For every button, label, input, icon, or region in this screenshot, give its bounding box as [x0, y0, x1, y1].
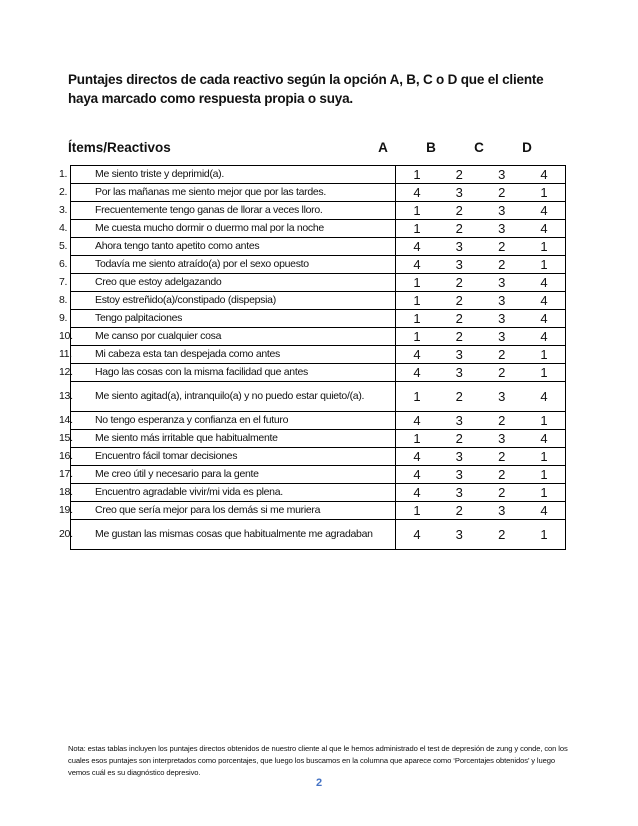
- item-text: Me canso por cualquier cosa: [95, 330, 222, 343]
- score-d: 1: [523, 520, 566, 550]
- item-text: Tengo palpitaciones: [95, 312, 183, 325]
- item-number: 7.: [59, 276, 68, 289]
- score-b: 3: [438, 412, 481, 430]
- item-cell: [59, 520, 396, 550]
- item-number: 19.: [59, 504, 73, 517]
- score-a: 1: [396, 292, 439, 310]
- item-cell: [59, 238, 396, 256]
- item-text: Encuentro fácil tomar decisiones: [95, 450, 238, 463]
- table-row: [71, 484, 566, 502]
- item-cell: [59, 202, 396, 220]
- item-cell: [59, 184, 396, 202]
- score-b: 3: [438, 364, 481, 382]
- item-text: Me gustan las mismas cosas que habitualmente me agradaban: [95, 528, 373, 541]
- item-cell: [59, 274, 396, 292]
- score-a: 4: [396, 466, 439, 484]
- score-b: 2: [438, 382, 481, 412]
- score-a: 4: [396, 256, 439, 274]
- item-cell: [59, 430, 396, 448]
- score-a: 4: [396, 520, 439, 550]
- item-text: Todavía me siento atraído(a) por el sexo opuesto: [95, 258, 309, 271]
- score-a: 4: [396, 184, 439, 202]
- table-row: [71, 430, 566, 448]
- item-number: 2.: [59, 186, 68, 199]
- score-a: 1: [396, 166, 439, 184]
- table-row: [71, 292, 566, 310]
- score-c: 3: [481, 220, 524, 238]
- item-number: 11.: [59, 348, 72, 361]
- item-text: Creo que estoy adelgazando: [95, 276, 222, 289]
- item-cell: [59, 346, 396, 364]
- score-c: 2: [481, 238, 524, 256]
- score-b: 3: [438, 256, 481, 274]
- score-d: 1: [523, 466, 566, 484]
- item-text: Por las mañanas me siento mejor que por las tardes.: [95, 186, 326, 199]
- score-c: 3: [481, 166, 524, 184]
- score-d: 1: [523, 256, 566, 274]
- score-a: 4: [396, 238, 439, 256]
- score-d: 4: [523, 430, 566, 448]
- score-b: 3: [438, 346, 481, 364]
- table-row: [71, 256, 566, 274]
- item-number: 20.: [59, 528, 73, 541]
- table-row: [71, 364, 566, 382]
- score-d: 1: [523, 238, 566, 256]
- footnote: Nota: estas tablas incluyen los puntajes directos obtenidos de nuestro cliente al que le hemos administrado el test de depresión de zung y conde, con los cuales esos puntajes son interpretados como porcentajes, que luego los buscamos en la columna que aparece como ‘Porcentajes obtenidos’ y luego vemos cuál es su diagnóstico depresivo.: [68, 744, 568, 777]
- item-text: No tengo esperanza y confianza en el futuro: [95, 414, 289, 427]
- item-text: Frecuentemente tengo ganas de llorar a veces lloro.: [95, 204, 323, 217]
- table-row: [71, 346, 566, 364]
- score-c: 3: [481, 328, 524, 346]
- column-header-b: B: [426, 140, 436, 155]
- score-c: 3: [481, 430, 524, 448]
- item-number: 9.: [59, 312, 68, 325]
- score-b: 3: [438, 466, 481, 484]
- score-d: 4: [523, 166, 566, 184]
- item-number: 18.: [59, 486, 73, 499]
- item-text: Ahora tengo tanto apetito como antes: [95, 240, 260, 253]
- table-row: [71, 274, 566, 292]
- score-c: 2: [481, 346, 524, 364]
- score-c: 2: [481, 256, 524, 274]
- item-text: Me siento triste y deprimid(a).: [95, 168, 224, 181]
- score-d: 4: [523, 274, 566, 292]
- score-d: 1: [523, 484, 566, 502]
- item-text: Mi cabeza esta tan despejada como antes: [95, 348, 281, 361]
- item-number: 16.: [59, 450, 73, 463]
- score-a: 4: [396, 346, 439, 364]
- item-number: 14.: [59, 414, 73, 427]
- score-a: 1: [396, 220, 439, 238]
- item-number: 17.: [59, 468, 73, 481]
- score-b: 3: [438, 184, 481, 202]
- item-cell: [59, 220, 396, 238]
- score-c: 3: [481, 292, 524, 310]
- score-c: 3: [481, 202, 524, 220]
- score-d: 4: [523, 310, 566, 328]
- item-cell: [59, 310, 396, 328]
- column-header-d: D: [522, 140, 532, 155]
- score-c: 2: [481, 364, 524, 382]
- score-b: 2: [438, 430, 481, 448]
- table-row: [71, 466, 566, 484]
- page-heading: Puntajes directos de cada reactivo según la opción A, B, C o D que el cliente haya marcado como respuesta propia o suya.: [68, 72, 544, 106]
- item-cell: [59, 448, 396, 466]
- item-number: 6.: [59, 258, 68, 271]
- item-text: Creo que sería mejor para los demás si me muriera: [95, 504, 321, 517]
- item-number: 1.: [59, 168, 68, 181]
- scores-table: [59, 165, 566, 550]
- score-a: 1: [396, 430, 439, 448]
- table-row: [71, 184, 566, 202]
- score-a: 4: [396, 364, 439, 382]
- item-cell: [59, 166, 396, 184]
- score-b: 2: [438, 274, 481, 292]
- score-c: 3: [481, 502, 524, 520]
- item-cell: [59, 292, 396, 310]
- item-number: 12.: [59, 366, 73, 379]
- score-d: 1: [523, 346, 566, 364]
- item-cell: [59, 412, 396, 430]
- score-a: 1: [396, 502, 439, 520]
- score-a: 4: [396, 412, 439, 430]
- score-a: 1: [396, 328, 439, 346]
- item-cell: [59, 382, 396, 412]
- score-d: 1: [523, 448, 566, 466]
- score-a: 4: [396, 484, 439, 502]
- scores-table-body: [59, 166, 566, 550]
- item-number: 5.: [59, 240, 68, 253]
- item-cell: [59, 484, 396, 502]
- column-header-a: A: [378, 140, 388, 155]
- score-d: 1: [523, 412, 566, 430]
- score-a: 1: [396, 274, 439, 292]
- score-d: 4: [523, 502, 566, 520]
- score-c: 3: [481, 310, 524, 328]
- item-text: Hago las cosas con la misma facilidad que antes: [95, 366, 308, 379]
- table-row: [71, 238, 566, 256]
- score-c: 2: [481, 412, 524, 430]
- score-c: 2: [481, 448, 524, 466]
- item-number: 13.: [59, 390, 73, 403]
- table-row: [71, 448, 566, 466]
- item-text: Estoy estreñido(a)/constipado (dispepsia): [95, 294, 276, 307]
- score-d: 4: [523, 382, 566, 412]
- table-row: [71, 520, 566, 550]
- item-cell: [59, 364, 396, 382]
- score-b: 2: [438, 220, 481, 238]
- item-cell: [59, 502, 396, 520]
- score-b: 2: [438, 292, 481, 310]
- score-c: 3: [481, 274, 524, 292]
- score-c: 2: [481, 520, 524, 550]
- table-row: [71, 166, 566, 184]
- score-c: 3: [481, 382, 524, 412]
- score-b: 2: [438, 166, 481, 184]
- item-text: Me cuesta mucho dormir o duermo mal por la noche: [95, 222, 324, 235]
- score-a: 1: [396, 382, 439, 412]
- score-b: 3: [438, 520, 481, 550]
- item-text: Me siento más irritable que habitualmente: [95, 432, 278, 445]
- item-number: 4.: [59, 222, 68, 235]
- table-row: [71, 220, 566, 238]
- score-a: 1: [396, 310, 439, 328]
- score-c: 2: [481, 466, 524, 484]
- score-d: 4: [523, 202, 566, 220]
- table-row: [71, 412, 566, 430]
- score-b: 2: [438, 328, 481, 346]
- column-header-items: Ítems/Reactivos: [68, 140, 171, 155]
- item-cell: [59, 256, 396, 274]
- score-d: 1: [523, 184, 566, 202]
- item-number: 10.: [59, 330, 73, 343]
- score-b: 2: [438, 310, 481, 328]
- item-number: 15.: [59, 432, 73, 445]
- score-c: 2: [481, 484, 524, 502]
- score-c: 2: [481, 184, 524, 202]
- score-b: 3: [438, 484, 481, 502]
- score-a: 4: [396, 448, 439, 466]
- table-row: [71, 502, 566, 520]
- item-text: Encuentro agradable vivir/mi vida es plena.: [95, 486, 283, 499]
- score-b: 3: [438, 448, 481, 466]
- table-row: [71, 202, 566, 220]
- score-b: 3: [438, 238, 481, 256]
- column-header-c: C: [474, 140, 484, 155]
- score-b: 2: [438, 202, 481, 220]
- score-d: 4: [523, 328, 566, 346]
- item-cell: [59, 466, 396, 484]
- score-b: 2: [438, 502, 481, 520]
- item-number: 3.: [59, 204, 68, 217]
- score-d: 1: [523, 364, 566, 382]
- item-text: Me siento agitad(a), intranquilo(a) y no puedo estar quieto/(a).: [95, 390, 365, 403]
- table-row: [71, 310, 566, 328]
- item-number: 8.: [59, 294, 68, 307]
- score-d: 4: [523, 292, 566, 310]
- page-number: 2: [315, 777, 323, 789]
- table-row: [71, 328, 566, 346]
- score-d: 4: [523, 220, 566, 238]
- item-cell: [59, 328, 396, 346]
- table-row: [71, 382, 566, 412]
- item-text: Me creo útil y necesario para la gente: [95, 468, 259, 481]
- score-a: 1: [396, 202, 439, 220]
